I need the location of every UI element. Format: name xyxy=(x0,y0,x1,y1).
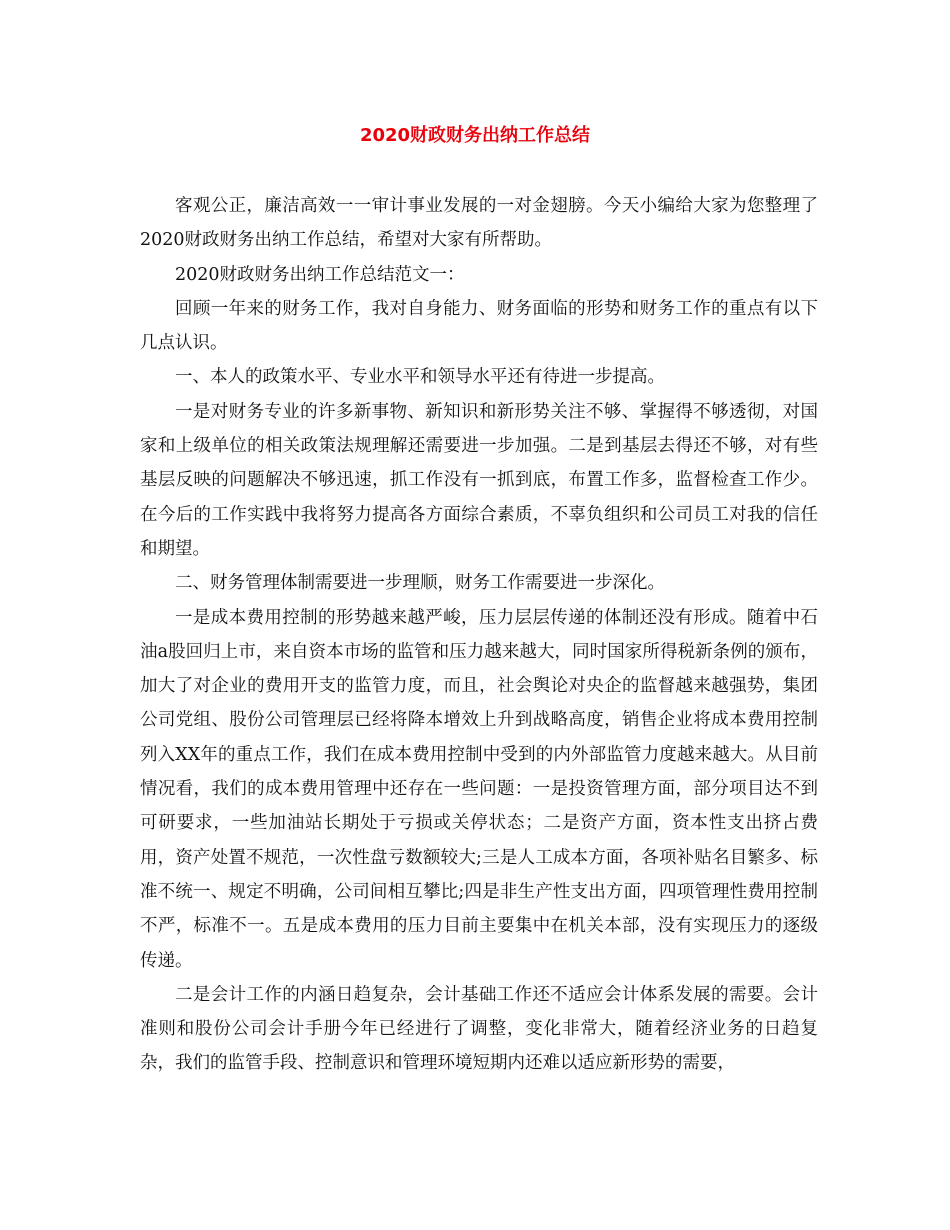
section-heading-1: 一、本人的政策水平、专业水平和领导水平还有待进一步提高。 xyxy=(175,367,665,388)
document-body xyxy=(140,189,818,1081)
paragraph-intro: 客观公正，廉洁高效一一审计事业发展的一对金翅膀。今天小编给大家为您整理了2020财政财务出纳工作总结，希望对大家有所帮助。 xyxy=(140,196,818,251)
paragraph-review: 回顾一年来的财务工作，我对自身能力、财务面临的形势和财务工作的重点有以下几点认识。 xyxy=(140,298,818,354)
document-title: 2020财政财务出纳工作总结 xyxy=(359,125,591,146)
paragraph-accounting: 二是会计工作的内涵日趋复杂，会计基础工作还不适应会计体系发展的需要。会计准则和股份公司会计手册今年已经进行了调整，变化非常大，随着经济业务的日趋复杂，我们的监管手段、控制意识和管理环境短期内还难以适应新形势的需要， xyxy=(140,984,818,1074)
paragraph-sample-heading: 2020财政财务出纳工作总结范文一： xyxy=(175,264,465,285)
paragraph-cost-control: 一是成本费用控制的形势越来越严峻，压力层层传递的体制还没有形成。随着中石油a股回归上市，来自资本市场的监管和压力越来越大，同时国家所得税新条例的颁布，加大了对企业的费用开支的监管力度，而且，社会舆论对央企的监督越来越强势，集团公司党组、股份公司管理层已经将降本增效上升到战略高度，销售企业将成本费用控制列入XX年的重点工作，我们在成本费用控制中受到的内外部监管力度越来越大。从目前情况看，我们的成本费用管理中还存在一些问题：一是投资管理方面，部分项目达不到可研要求，一些加油站长期处于亏损或关停状态；二是资产方面，资本性支出挤占费用，资产处置不规范，一次性盘亏数额较大;三是人工成本方面，各项补贴名目繁多、标准不统一、规定不明确，公司间相互攀比;四是非生产性支出方面，四项管理性费用控制不严，标准不一。五是成本费用的压力目前主要集中在机关本部，没有实现压力的逐级传递。 xyxy=(140,607,818,971)
section-heading-2: 二、财务管理体制需要进一步理顺，财务工作需要进一步深化。 xyxy=(175,573,665,594)
paragraph-section-1: 一是对财务专业的许多新事物、新知识和新形势关注不够、掌握得不够透彻，对国家和上级单位的相关政策法规理解还需要进一步加强。二是到基层去得还不够，对有些基层反映的问题解决不够迅速，抓工作没有一抓到底，布置工作多，监督检查工作少。在今后的工作实践中我将努力提高各方面综合素质，不辜负组织和公司员工对我的信任和期望。 xyxy=(140,401,818,559)
